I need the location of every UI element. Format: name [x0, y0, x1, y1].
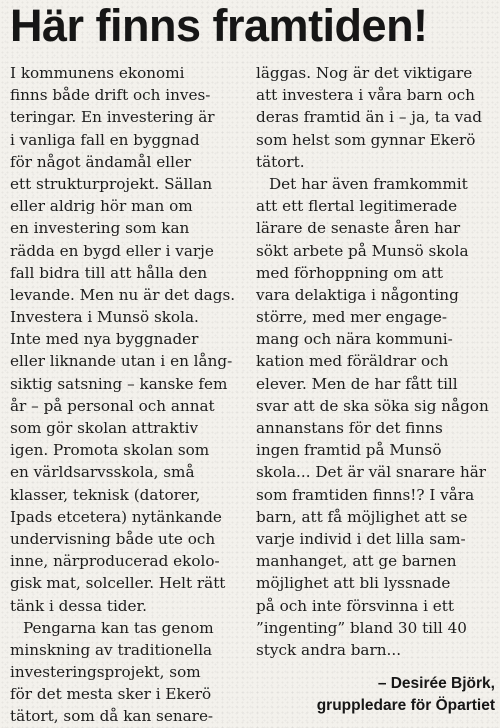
text-line: vara delaktiga i någonting: [256, 285, 459, 304]
text-line: mang och nära kommuni-: [256, 330, 453, 349]
text-line: i vanliga fall en byggnad: [10, 130, 200, 149]
text-line: manhanget, att ge barnen: [256, 552, 457, 571]
text-line: tätort.: [256, 152, 305, 171]
text-line: skola... Det är väl snarare här: [256, 463, 487, 482]
text-line: Investera i Munsö skola.: [10, 308, 199, 327]
text-line: läggas. Nog är det viktigare: [256, 64, 473, 82]
text-line: eller aldrig hör man om: [10, 197, 193, 216]
text-line: möjlighet att bli lyssnade: [256, 574, 451, 593]
text-line: som framtiden finns!? I våra: [256, 485, 475, 504]
text-line: som gör skolan attraktiv: [10, 419, 199, 437]
text-line: att ett flertal legitimerade: [256, 197, 458, 216]
text-line: rädda en bygd eller i varje: [10, 241, 214, 260]
text-line: gisk mat, solceller. Helt rätt: [10, 574, 226, 593]
text-line: att investera i våra barn och: [256, 86, 475, 105]
author-signature: [280, 673, 495, 717]
text-line: större, med mer engage-: [256, 308, 448, 327]
text-line: sökt arbete på Munsö skola: [256, 241, 469, 260]
text-line: på och inte försvinna i ett: [256, 596, 455, 615]
text-line: I kommunens ekonomi: [10, 64, 185, 82]
text-line: inne, närproducerad ekolo-: [10, 552, 220, 571]
text-line: investeringsprojekt, som: [10, 663, 201, 682]
text-line: ingen framtid på Munsö: [256, 441, 442, 460]
text-line: med förhoppning om att: [256, 263, 443, 282]
text-line: en investering som kan: [10, 219, 190, 238]
text-line: ett strukturprojekt. Sällan: [10, 174, 213, 193]
text-line: finns både drift och inves-: [10, 86, 211, 105]
text-line: Pengarna kan tas genom: [23, 618, 214, 637]
text-line: som helst som gynnar Ekerö: [256, 130, 476, 149]
text-line: en världsarvsskola, små: [10, 463, 195, 482]
author-role: gruppledare för Öpartiet: [316, 697, 495, 714]
text-line: styck andra barn...: [256, 640, 402, 659]
article-column-left: [10, 62, 246, 728]
text-line: fall bidra till att hålla den: [10, 263, 208, 282]
text-line: Det har även framkommit: [269, 174, 468, 193]
text-line: svar att de ska söka sig någon: [256, 396, 489, 415]
author-name: – Desirée Björk,: [377, 675, 495, 692]
text-line: ”ingenting” bland 30 till 40: [256, 618, 467, 637]
text-line: klasser, teknisk (datorer,: [10, 485, 201, 504]
text-line: eller liknande utan i en lång-: [10, 352, 233, 371]
text-line: lärare de senaste åren har: [256, 219, 461, 238]
text-line: kation med föräldrar och: [256, 352, 449, 371]
text-line: år – på personal och annat: [10, 396, 215, 415]
text-line: barn, att få möjlighet att se: [256, 507, 468, 526]
headline: Här finns framtiden!: [10, 0, 428, 51]
text-line: Ipads etcetera) nytänkande: [10, 507, 222, 526]
text-line: Inte med nya byggnader: [10, 330, 199, 349]
text-line: varje individ i det lilla sam-: [256, 529, 466, 548]
text-line: teringar. En investering är: [10, 108, 215, 127]
text-line: annanstans för det finns: [256, 419, 443, 437]
text-line: minskning av traditionella: [10, 640, 213, 659]
text-line: levande. Men nu är det dags.: [10, 285, 236, 304]
text-line: undervisning både ute och: [10, 529, 216, 548]
text-line: elever. Men de har fått till: [256, 374, 458, 393]
text-line: siktig satsning – kanske fem: [10, 374, 228, 393]
article-column-right: [256, 62, 498, 661]
text-line: för något ändamål eller: [10, 152, 192, 171]
text-line: deras framtid än i – ja, ta vad: [256, 108, 483, 127]
text-line: tänk i dessa tider.: [10, 596, 147, 615]
text-line: igen. Promota skolan som: [10, 441, 210, 460]
text-line: tätort, som då kan senare-: [10, 707, 214, 726]
text-line: för det mesta sker i Ekerö: [10, 685, 212, 704]
